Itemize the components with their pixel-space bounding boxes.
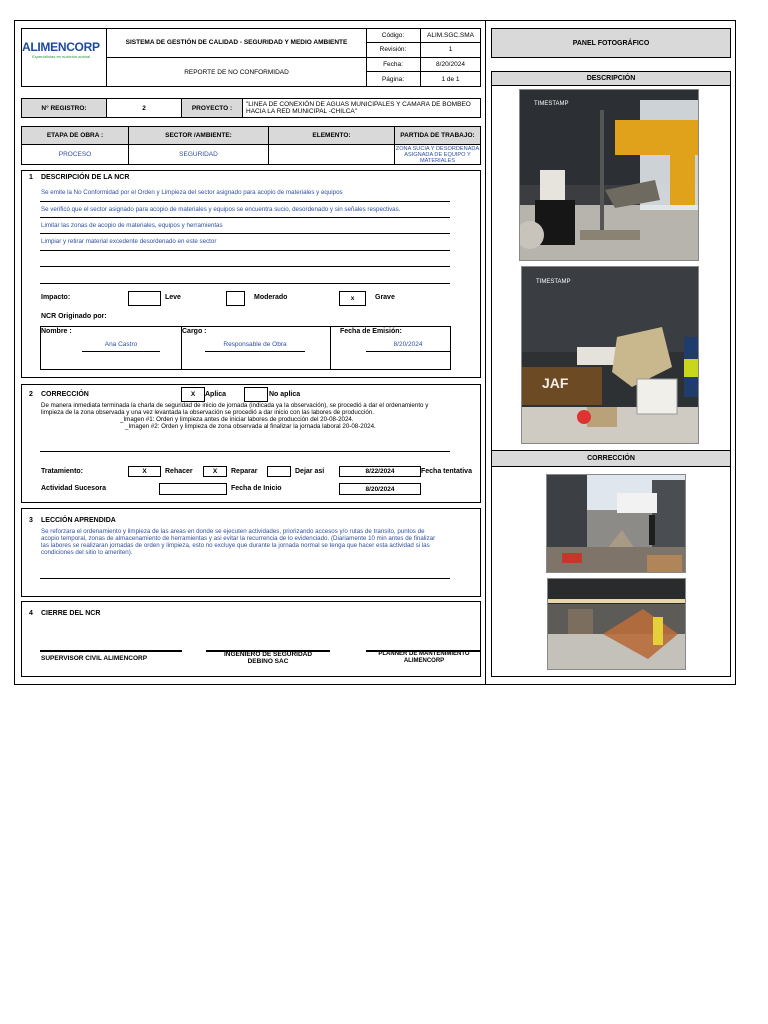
report-title: REPORTE DE NO CONFORMIDAD [184,68,289,76]
crate-text: JAF [542,375,569,391]
s2-title: CORRECCIÓN [41,391,89,398]
leve-label: Leve [165,294,181,301]
etapa-value: PROCESO [21,144,129,165]
codigo-label: Código: [381,31,405,39]
moderado-label: Moderado [254,294,288,301]
impacto-label: Impacto: [41,294,71,301]
s1-line-1: Se emite la No Conformidad por el Orden y Limpieza del sector asignado para acopio de materiales y equipos [41,189,343,196]
noaplica-label: No aplica [269,391,301,398]
nombre-label: Nombre : [41,328,72,335]
panel-descripcion: DESCRIPCIÓN [491,71,731,86]
photo-correction-1 [546,474,686,573]
elemento-value [268,144,395,165]
signature-ingeniero: INGENIERO DE SEGURIDAD DEBINO SAC [223,651,313,665]
s2-paragraph: De manera inmediata terminada la charla de seguridad de inicio de jornada (indicada ya la observación), se procedió a dar el ordenamiento y limpieza de la zona observada y una vez levantada la observación se procedió a dar inicio con las labores de producción. [41,402,429,416]
emision-label: Fecha de Emisión: [340,328,402,335]
s1-line-3: Limitar las zonas de acopio de materiales, equipos y herramientas [41,222,223,229]
rehacer-checkbox[interactable]: X [128,466,161,477]
actividad-field[interactable] [159,483,227,495]
elemento-header: ELEMENTO: [268,126,395,145]
codigo-value: ALIM.SGC.SMA [427,31,474,39]
panel-title: PANEL FOTOGRÁFICO [491,28,731,58]
proyecto-value: "LINEA DE CONEXIÓN DE AGUAS MUNICIPALES Y CAMARA DE BOMBEO HACIA LA RED MUNICIPAL -CHILCA" [242,98,481,118]
s2-image2-note: _Imagen #2: Orden y limpieza de zona observada al finalizar la jornada laboral 20-08-2024. [125,423,376,430]
aplica-label: Aplica [205,391,227,398]
reparar-label: Reparar [231,468,258,475]
photo-materials [521,266,699,444]
emision-value: 8/20/2024 [366,337,450,352]
revision-label: Revisión: [379,46,407,53]
tentativa-label: Fecha tentativa [421,468,472,475]
cargo-value: Responsable de Obra [205,337,305,352]
pagina-label: Página: [381,75,405,83]
timestamp-watermark-1: TIMESTAMP [534,101,569,107]
originado-label: NCR Originado por: [41,313,107,320]
s3-number: 3 [29,517,33,524]
panel-divider [485,20,486,685]
panel-correccion: CORRECCIÓN [491,450,731,467]
logo-tagline: Especialistas en nutrición animal [32,54,91,59]
aplica-checkbox[interactable]: X [181,387,205,402]
reparar-checkbox[interactable]: X [203,466,227,477]
sector-value: SEGURIDAD [128,144,269,165]
noaplica-checkbox[interactable] [244,387,268,402]
s2-image1-note: _Imagen #1: Orden y limpieza antes de iniciar labores de producción del 20-08-2024. [120,416,354,423]
rehacer-label: Rehacer [165,468,193,475]
s1-title: DESCRIPCIÓN DE LA NCR [41,174,130,181]
fecha-label: Fecha: [383,60,403,68]
inicio-label: Fecha de Inicio [231,485,282,492]
s3-title: LECCIÓN APRENDIDA [41,517,116,524]
photo-correction-2 [547,578,686,670]
s4-title: CIERRE DEL NCR [41,610,101,617]
dejar-label: Dejar así [295,468,325,475]
s1-line-4: Limpiar y retirar material excedente desordenado en este sector [41,238,217,245]
inicio-value[interactable]: 8/20/2024 [339,483,421,495]
sector-header: SECTOR /AMBIENTE: [128,126,269,145]
dejar-checkbox[interactable] [267,466,291,477]
actividad-label: Actividad Sucesora [41,485,106,492]
signature-supervisor: SUPERVISOR CIVIL ALIMENCORP [41,655,148,662]
grave-checkbox[interactable]: x [339,291,366,306]
pagina-value: 1 de 1 [441,75,460,83]
nombre-value: Ana Castro [82,337,160,352]
grave-label: Grave [375,294,395,301]
etapa-header: ETAPA DE OBRA : [21,126,129,145]
fecha-value: 8/20/2024 [436,60,465,68]
s1-line-2: Se verificó que el sector asignado para acopio de materiales y equipos se encuentra sucio, desordenado y sin señales respectivas. [41,206,401,213]
proyecto-label: PROYECTO : [181,98,243,118]
system-title: SISTEMA DE GESTIÓN DE CALIDAD - SEGURIDAD Y MEDIO AMBIENTE [125,39,348,46]
logo [22,40,106,70]
tratamiento-label: Tratamiento: [41,468,84,475]
partida-value: ZONA SUCIA Y DESORDENADA ASIGNADA DE EQUIPO Y MATERIALES [395,145,480,164]
s2-number: 2 [29,391,33,398]
photo-machinery [519,89,699,261]
partida-header: PARTIDA DE TRABAJO: [394,126,481,145]
timestamp-watermark-2: TIMESTAMP [536,279,571,285]
s3-text: Se reforzara el ordenamiento y limpieza de las areas en donde se ejecuten actividades, priorizando accesos y/o rutas de transito, puntos de acopio temporal, zonas de almacenamiento de herramientas y asi evitar la recurrencia de lo evidenciado. (Diariamente 10 min antes de finalizar las labores se realizaran jornadas de orden y limpieza, esto no excluye que durante la jornada normal se tenga que hacer esta actividad si las condiciones del sitio lo ameriten). [41,528,436,556]
tentativa-value[interactable]: 8/22/2024 [339,466,421,477]
logo-name: ALIMENCORP [22,40,100,54]
moderado-checkbox[interactable] [226,291,245,306]
cargo-label: Cargo : [182,328,207,335]
s1-number: 1 [29,174,33,181]
s4-number: 4 [29,610,33,617]
leve-checkbox[interactable] [128,291,161,306]
signature-planner: PLANNER DE MANTENIMIENTO ALIMENCORP [378,651,470,664]
registro-label: N° REGISTRO: [21,98,107,118]
revision-value: 1 [448,46,453,53]
registro-value: 2 [106,98,182,118]
